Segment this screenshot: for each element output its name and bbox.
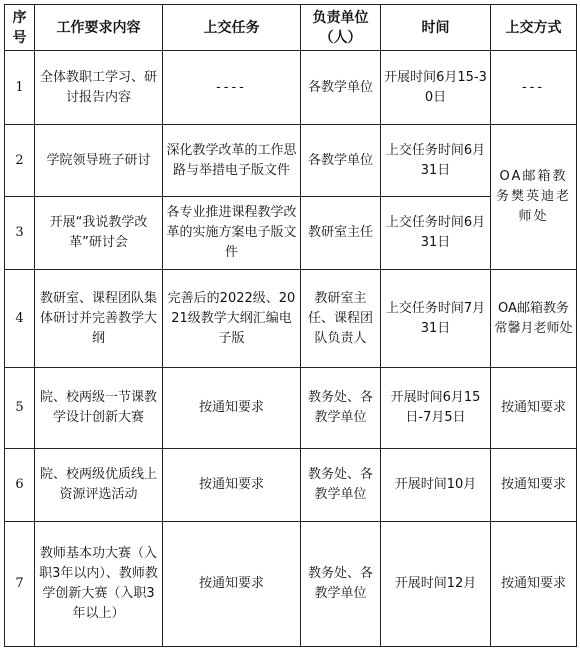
cell-owner: 教务处、各教学单位 (301, 368, 381, 449)
header-no: 序号 (5, 5, 35, 51)
cell-no: 5 (5, 368, 35, 449)
cell-content: 开展“我说教学改革”研讨会 (35, 197, 163, 270)
header-task: 上交任务 (163, 5, 301, 51)
cell-owner: 教务处、各教学单位 (301, 522, 381, 647)
cell-owner: 教务处、各教学单位 (301, 449, 381, 522)
table-row (5, 368, 577, 449)
cell-content: 教师基本功大赛（入职3年以内）、教师教学创新大赛（入职3年以上） (35, 522, 163, 647)
cell-time: 开展时间10月 (381, 449, 491, 522)
header-content: 工作要求内容 (35, 5, 163, 51)
header-method: 上交方式 (491, 5, 577, 51)
cell-owner: 各教学单位 (301, 51, 381, 125)
cell-no: 3 (5, 197, 35, 270)
cell-no: 4 (5, 270, 35, 368)
cell-time: 开展时间6月15-30日 (381, 51, 491, 125)
cell-content: 院、校两级一节课教学设计创新大赛 (35, 368, 163, 449)
table-row (5, 51, 577, 125)
cell-time: 开展时间6月15日-7月5日 (381, 368, 491, 449)
cell-content: 院、校两级优质线上资源评选活动 (35, 449, 163, 522)
cell-task: 按通知要求 (163, 522, 301, 647)
table-row (5, 449, 577, 522)
cell-no: 7 (5, 522, 35, 647)
cell-method: --- (491, 51, 577, 125)
table-row (5, 125, 577, 197)
cell-method: 按通知要求 (491, 522, 577, 647)
cell-task: 按通知要求 (163, 368, 301, 449)
cell-method-merged: OA邮箱教务樊英迪老师处 (491, 125, 577, 270)
cell-owner: 教研室主任 (301, 197, 381, 270)
cell-time: 上交任务时间7月31日 (381, 270, 491, 368)
table-row (5, 270, 577, 368)
cell-method: 按通知要求 (491, 449, 577, 522)
work-requirements-table (4, 4, 577, 647)
cell-owner: 教研室主任、课程团队负责人 (301, 270, 381, 368)
cell-method: 按通知要求 (491, 368, 577, 449)
cell-task: ---- (163, 51, 301, 125)
cell-task: 深化教学改革的工作思路与举措电子版文件 (163, 125, 301, 197)
cell-time: 上交任务时间6月31日 (381, 125, 491, 197)
cell-content: 学院领导班子研讨 (35, 125, 163, 197)
header-time: 时间 (381, 5, 491, 51)
cell-method: OA邮箱教务常馨月老师处 (491, 270, 577, 368)
cell-no: 2 (5, 125, 35, 197)
cell-no: 1 (5, 51, 35, 125)
cell-task: 按通知要求 (163, 449, 301, 522)
cell-no: 6 (5, 449, 35, 522)
header-owner: 负责单位（人） (301, 5, 381, 51)
cell-content: 教研室、课程团队集体研讨并完善教学大纲 (35, 270, 163, 368)
cell-content: 全体教职工学习、研讨报告内容 (35, 51, 163, 125)
table-header-row (5, 5, 577, 51)
cell-task: 各专业推进课程教学改革的实施方案电子版文件 (163, 197, 301, 270)
cell-time: 上交任务时间6月31日 (381, 197, 491, 270)
cell-owner: 各教学单位 (301, 125, 381, 197)
cell-time: 开展时间12月 (381, 522, 491, 647)
table-row (5, 522, 577, 647)
cell-task: 完善后的2022级、2021级教学大纲汇编电子版 (163, 270, 301, 368)
